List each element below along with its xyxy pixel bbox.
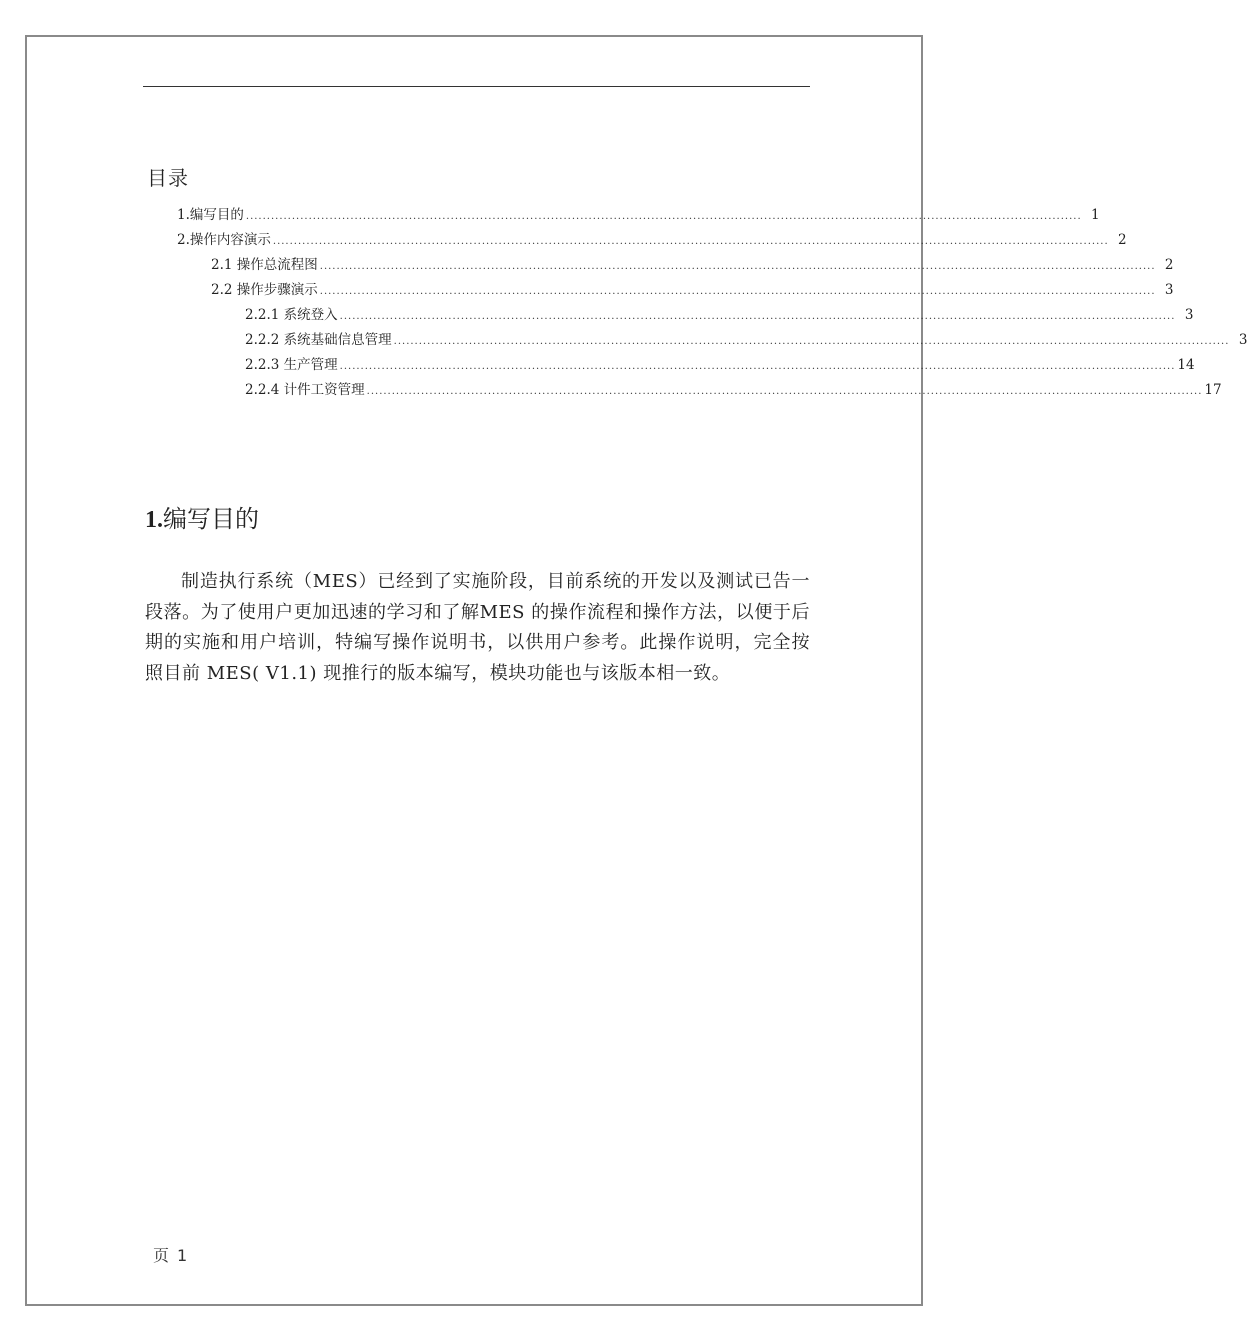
section-heading	[145, 499, 259, 534]
toc-entry-page: 3	[1164, 282, 1174, 298]
document-page	[25, 35, 1247, 1306]
toc-leader-dots: ........................................................................................................................................................................................................	[366, 386, 1203, 397]
toc-entry[interactable]	[211, 280, 1174, 300]
toc-entry-page: 17	[1204, 382, 1222, 398]
toc-leader-dots: ........................................................................................................................................................................................................	[245, 211, 1082, 222]
footer-page-number: 1	[177, 1246, 188, 1265]
toc-entry[interactable]	[211, 255, 1174, 275]
toc-leader-dots: ........................................................................................................................................................................................................	[319, 261, 1156, 272]
toc-entry-label: 2.2.2 系统基础信息管理	[245, 332, 392, 348]
toc-entry-label: 2.2 操作步骤演示	[211, 282, 318, 298]
toc-leader-dots: ........................................................................................................................................................................................................	[339, 311, 1176, 322]
toc-entry-page: 3	[1184, 307, 1194, 323]
toc-entry-page: 2	[1118, 232, 1127, 248]
toc-entry[interactable]	[177, 230, 1127, 250]
header-rule	[143, 86, 810, 87]
toc-leader-dots: ........................................................................................................................................................................................................	[339, 361, 1176, 372]
toc-entry[interactable]	[245, 380, 1222, 400]
toc-entry[interactable]	[245, 355, 1195, 375]
toc-entry-label: 2.操作内容演示	[177, 232, 271, 248]
toc-leader-dots: ........................................................................................................................................................................................................	[272, 236, 1109, 247]
toc-entry-label: 2.2.1 系统登入	[245, 307, 338, 323]
toc-entry-label: 1.编写目的	[177, 207, 244, 223]
toc-entry-page: 14	[1177, 357, 1195, 373]
footer-page-label: 页	[153, 1246, 170, 1265]
toc-entry-page: 1	[1091, 207, 1100, 223]
toc-entry[interactable]	[245, 305, 1194, 325]
toc-entry[interactable]	[177, 205, 1100, 225]
page-footer	[153, 1243, 187, 1266]
toc-entry-label: 2.1 操作总流程图	[211, 257, 318, 273]
toc-entry-page: 3	[1238, 332, 1247, 348]
toc-leader-dots: ........................................................................................................................................................................................................	[393, 336, 1230, 347]
toc-leader-dots: ........................................................................................................................................................................................................	[319, 286, 1156, 297]
section-body-paragraph: 制造执行系统（MES）已经到了实施阶段，目前系统的开发以及测试已告一段落。为了使用户更加迅速的学习和了解MES 的操作流程和操作方法，以便于后期的实施和用户培训，特编写操作说明书，以供用户参考。此操作说明，完全按照目前 MES( V1.1) 现推行的版本编写，模块功能也与该版本相一致。	[145, 571, 810, 684]
section-title: 编写目的	[163, 505, 259, 533]
toc-entry[interactable]	[245, 330, 1247, 350]
section-number: 1.	[145, 507, 163, 533]
toc-entry-label: 2.2.3 生产管理	[245, 357, 338, 373]
toc-title: 目录	[147, 166, 189, 190]
toc-entry-label: 2.2.4 计件工资管理	[245, 382, 365, 398]
toc-entry-page: 2	[1164, 257, 1174, 273]
